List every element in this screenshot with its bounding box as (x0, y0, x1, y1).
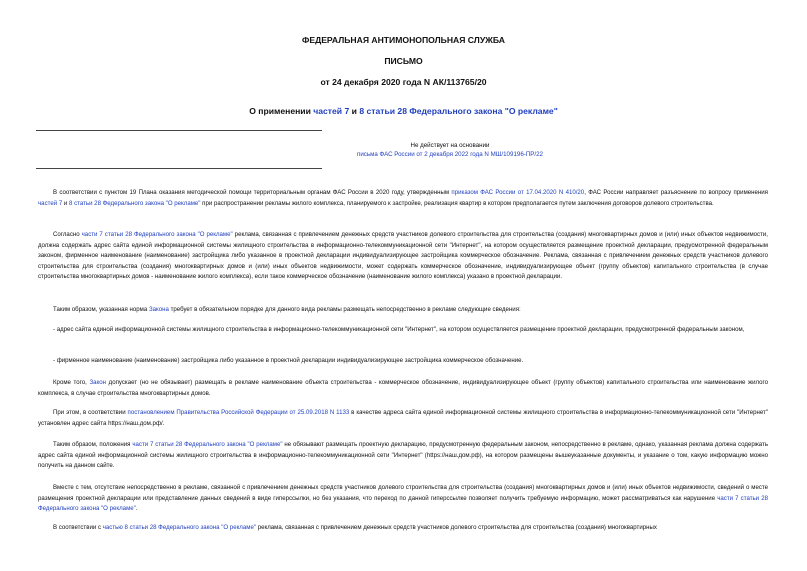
link-part8-art28[interactable]: 8 статьи 28 Федерального закона "О рекламе" (69, 199, 201, 207)
doc-title (0, 106, 807, 116)
link-order-410[interactable]: приказом ФАС России от 17.04.2020 N 410/20 (451, 189, 585, 196)
divider-top (36, 130, 322, 131)
paragraph-9: Вместе с тем, отсутствие непосредственно в рекламе, связанной с привлечением денежных средств участников долевого строительства для строительства (создания) многоквартирных домов и (или) иных объектов недвижимости, сведений о месте размещения проектной декларации или представление данных сведений в виде гиперссылки, но без указания, что переход по данной гиперссылке позволяет получить требуемую информацию, может рассматриваться как нарушение части 7 статьи 28 Федерального закона "О рекламе". (38, 484, 768, 512)
paragraph-6: Кроме того, Закон допускает (но не обязывает) размещать в рекламе наименование объекта строительства - коммерческое обозначение, индивидуализирующее объект (группу объектов) капитального строительства или наименование жилого комплекса, в случае строительства многоквартирных домов. (38, 379, 769, 397)
paragraph-5: - фирменное наименование (наименование) застройщика либо указанное в проектной декларации индивидуализирующее застройщика коммерческое обозначение. (53, 357, 524, 364)
doc-date-number: от 24 декабря 2020 года N АК/113765/20 (320, 77, 487, 87)
paragraph-7: При этом, в соответствии постановлением Правительства Российской Федерации от 25.09.2018 N 1133 в качестве адреса сайта единой информационной системы жилищного строительства в информационно-телекоммуникационной сети "Интернет" установлен адрес сайта https://наш.дом.рф/. (38, 409, 769, 427)
paragraph-2: Согласно части 7 статьи 28 Федерального закона "О рекламе" реклама, связанная с привлечением денежных средств участников долевого строительства для строительства (создания) многоквартирных домов и (или) иных объектов недвижимости, должна содержать адрес сайта единой информационной системы жилищного строительства в информационно-телекоммуникационной сети "Интернет", на котором осуществляется размещение проектной декларации, предусмотренной федеральным законом, фирменное наименование (наименование) застройщика либо указанное в проектной декларации индивидуализирующее застройщика коммерческое обозначение. Реклама, связанная с привлечением денежных средств участников долевого строительства для строительства (создания) многоквартирных домов и (или) иных объектов недвижимости, может содержать коммерческое обозначение, индивидуализирующее объект (группу объектов) капитального строительства (в случае строительства многоквартирных домов - наименование жилого комплекса), если такое коммерческое обозначение (наименование жилого комплекса) указано в проектной декларации. (38, 231, 768, 280)
link-part7-art28[interactable]: части 7 статьи 28 Федерального закона "О рекламе" (81, 231, 233, 238)
paragraph-1: В соответствии с пунктом 19 Плана оказания методической помощи территориальным органам ФАС России в 2020 году, утвержденным приказом ФАС России от 17.04.2020 N 410/20, ФАС России направляет разъяснение по вопросу применения частей 7 и 8 статьи 28 Федерального закона "О рекламе" при распространении рекламы жилого комплекса, планируемого к застройке, реализация квартир в котором предполагается путем заключения договоров долевого строительства. (38, 189, 768, 207)
title-link-part8[interactable]: 8 статьи 28 Федерального закона "О рекламе" (359, 106, 558, 116)
divider-bottom (36, 168, 322, 169)
paragraph-10: В соответствии с частью 8 статьи 28 Федерального закона "О рекламе" реклама, связанная с привлечением денежных средств участников долевого строительства для строительства (создания) многоквартирных (53, 524, 657, 531)
doc-type: ПИСЬМО (384, 56, 423, 66)
paragraph-8: Таким образом, положения части 7 статьи 28 Федерального закона "О рекламе" не обязывают размещать проектную декларацию, предусмотренную федеральным законом, непосредственно в рекламе, однако, указанная реклама должна содержать адрес сайта единой информационной системы жилищного строительства в информационно-телекоммуникационной сети "Интернет" (https://наш.дом.рф), на котором размещены вышеуказанные документы, и указание о том, какую информацию можно получить на данном сайте. (38, 441, 769, 469)
title-prefix: О применении (249, 106, 314, 116)
link-part8-art28-2[interactable]: частью 8 статьи 28 Федерального закона "О рекламе" (102, 524, 256, 531)
status-note-text: Не действует на основании (410, 142, 490, 149)
link-law-2[interactable]: Закон (89, 379, 107, 386)
status-note-link[interactable]: письма ФАС России от 2 декабря 2022 года N МШ/109196-ПР/22 (356, 151, 544, 158)
status-note (300, 141, 600, 159)
link-gov-decree-1133[interactable]: постановлением Правительства Российской Федерации от 25.09.2018 N 1133 (127, 409, 350, 416)
paragraph-4: - адрес сайта единой информационной системы жилищного строительства в информационно-телекоммуникационной сети "Интернет", на котором осуществляется размещение проектной декларации, предусмотренной федеральным законом, (53, 326, 745, 333)
link-part7-art28-2[interactable]: части 7 статьи 28 Федерального закона "О рекламе" (132, 441, 283, 448)
title-link-part7[interactable]: частей 7 (313, 106, 350, 116)
paragraph-3: Таким образом, указанная норма Закона требует в обязательном порядке для данного вида рекламы размещать непосредственно в рекламе следующие сведения: (53, 306, 521, 313)
title-mid: и (349, 106, 360, 116)
link-part7-art28-3[interactable]: части 7 статьи 28 Федерального закона "О рекламе" (38, 494, 768, 512)
link-part7[interactable]: частей 7 (38, 199, 63, 207)
org-name: ФЕДЕРАЛЬНАЯ АНТИМОНОПОЛЬНАЯ СЛУЖБА (302, 35, 505, 45)
link-law[interactable]: Закона (148, 306, 169, 313)
